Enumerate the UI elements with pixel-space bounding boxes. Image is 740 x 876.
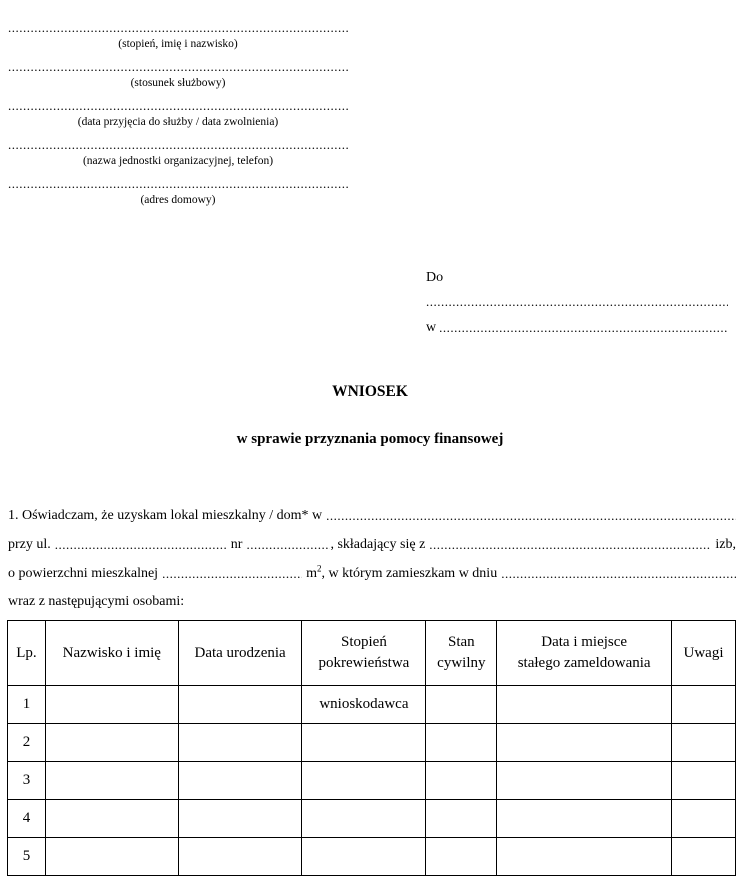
move-in-label: , w którym zamieszkam w dniu [321, 566, 498, 581]
cell-remarks[interactable] [672, 762, 736, 800]
cell-marital-status[interactable] [426, 686, 497, 724]
cell-registration[interactable] [497, 686, 672, 724]
cell-relation[interactable] [302, 838, 426, 876]
addressee-place-row [426, 321, 728, 335]
izb-label: izb, [715, 537, 736, 552]
table-row [8, 800, 736, 838]
location-field[interactable] [326, 508, 736, 524]
nr-label: nr [230, 537, 243, 552]
cell-birth-date[interactable] [178, 762, 302, 800]
cell-birth-date[interactable] [178, 724, 302, 762]
header-remarks: Uwagi [672, 621, 736, 686]
table-row [8, 686, 736, 724]
nr-field[interactable] [246, 537, 330, 553]
cell-marital-status[interactable] [426, 838, 497, 876]
cell-remarks[interactable] [672, 838, 736, 876]
area-field[interactable] [162, 566, 302, 582]
cell-name[interactable] [45, 800, 178, 838]
cell-name[interactable] [45, 838, 178, 876]
table-row [8, 838, 736, 876]
dotted-line[interactable] [8, 23, 348, 34]
header-relation: Stopień pokrewieństwa [302, 621, 426, 686]
cell-registration[interactable] [497, 762, 672, 800]
cell-lp: 5 [8, 838, 46, 876]
cell-birth-date[interactable] [178, 838, 302, 876]
cell-lp: 1 [8, 686, 46, 724]
cell-remarks[interactable] [672, 686, 736, 724]
declaration-text: 1. Oświadczam, że uzyskam lokal mieszkalny / dom* w [8, 508, 323, 523]
field-caption: (adres domowy) [140, 194, 216, 206]
cell-marital-status[interactable] [426, 724, 497, 762]
cell-name[interactable] [45, 762, 178, 800]
cell-name[interactable] [45, 686, 178, 724]
table-header-row [8, 621, 736, 686]
cell-registration[interactable] [497, 724, 672, 762]
field-caption: (stopień, imię i nazwisko) [118, 38, 238, 50]
field-caption: (data przyjęcia do służby / data zwolnienia) [77, 116, 279, 128]
cell-relation[interactable] [302, 800, 426, 838]
street-field[interactable] [55, 537, 227, 553]
paragraph-line-1 [8, 508, 736, 524]
dotted-line[interactable] [8, 101, 348, 112]
field-caption: (nazwa jednostki organizacyjnej, telefon) [82, 155, 274, 167]
field-rank-name[interactable] [8, 23, 348, 51]
cell-lp: 2 [8, 724, 46, 762]
table-row [8, 724, 736, 762]
household-members-table [7, 620, 736, 876]
header-registration: Data i miejsce stałego zameldowania [497, 621, 672, 686]
paragraph-line-2 [8, 537, 736, 553]
cell-lp: 3 [8, 762, 46, 800]
addressee-do-label: Do [426, 270, 444, 285]
rooms-label: , składający się z [330, 537, 426, 552]
cell-birth-date[interactable] [178, 800, 302, 838]
dotted-line[interactable] [8, 179, 348, 190]
paragraph-line-4 [8, 594, 736, 610]
cell-registration[interactable] [497, 838, 672, 876]
table-row [8, 762, 736, 800]
field-caption: (stosunek służbowy) [130, 77, 226, 89]
document-title: WNIOSEK [332, 383, 408, 400]
addressee-place-field[interactable] [439, 321, 728, 335]
document-subtitle: w sprawie przyznania pomocy finansowej [236, 431, 504, 447]
move-in-date-field[interactable] [501, 566, 736, 582]
addressee-name-field[interactable] [426, 296, 728, 309]
cell-name[interactable] [45, 724, 178, 762]
cell-remarks[interactable] [672, 800, 736, 838]
cell-lp: 4 [8, 800, 46, 838]
header-marital-status: Stan cywilny [426, 621, 497, 686]
with-persons-label: wraz z następującymi osobami: [8, 594, 185, 609]
cell-birth-date[interactable] [178, 686, 302, 724]
cell-relation[interactable] [302, 724, 426, 762]
street-label: przy ul. [8, 537, 51, 552]
header-birth-date: Data urodzenia [178, 621, 302, 686]
field-service-relation[interactable] [8, 62, 348, 90]
cell-relation[interactable] [302, 762, 426, 800]
field-unit-phone[interactable] [8, 140, 348, 168]
header-lp: Lp. [8, 621, 46, 686]
cell-remarks[interactable] [672, 724, 736, 762]
paragraph-line-3 [8, 563, 736, 582]
cell-marital-status[interactable] [426, 762, 497, 800]
area-label: o powierzchni mieszkalnej [8, 566, 159, 581]
cell-relation: wnioskodawca [302, 686, 426, 724]
header-name: Nazwisko i imię [45, 621, 178, 686]
addressee-w-label: w [426, 320, 437, 335]
field-service-dates[interactable] [8, 101, 348, 129]
rooms-field[interactable] [429, 537, 711, 553]
dotted-line[interactable] [8, 140, 348, 151]
area-unit: $m^2$ [306, 563, 322, 581]
field-home-address[interactable] [8, 179, 348, 207]
cell-marital-status[interactable] [426, 800, 497, 838]
dotted-line[interactable] [8, 62, 348, 73]
cell-registration[interactable] [497, 800, 672, 838]
